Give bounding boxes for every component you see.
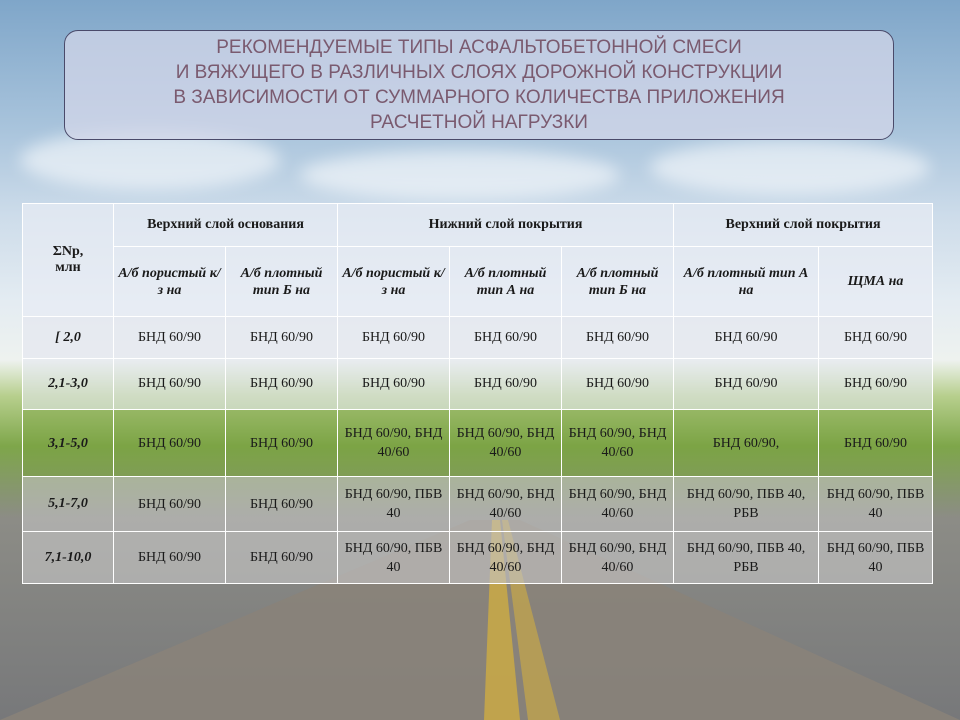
table-cell: БНД 60/90 <box>338 359 450 410</box>
table-cell: БНД 60/90 <box>226 410 338 477</box>
table-cell: БНД 60/90 <box>226 532 338 584</box>
table-cell: БНД 60/90, ПБВ 40 <box>819 477 933 532</box>
table-cell: БНД 60/90, ПБВ 40 <box>338 477 450 532</box>
corner-header <box>23 204 114 317</box>
table-cell: БНД 60/90 <box>562 317 674 359</box>
table-cell: БНД 60/90 <box>819 359 933 410</box>
table-cell: БНД 60/90 <box>114 317 226 359</box>
title-line: В ЗАВИСИМОСТИ ОТ СУММАРНОГО КОЛИЧЕСТВА ПРИЛОЖЕНИЯ <box>173 87 785 108</box>
table-cell: БНД 60/90, ПБВ 40 <box>338 532 450 584</box>
table-cell: БНД 60/90, БНД 40/60 <box>562 410 674 477</box>
table-cell: БНД 60/90 <box>450 317 562 359</box>
table-cell: БНД 60/90 <box>562 359 674 410</box>
table-cell: БНД 60/90 <box>114 410 226 477</box>
row-label: 3,1-5,0 <box>23 410 114 477</box>
table-row <box>23 532 933 584</box>
table-cell: БНД 60/90, ПБВ 40 <box>819 532 933 584</box>
table-cell: БНД 60/90, <box>674 410 819 477</box>
binder-table <box>22 203 933 584</box>
column-header: А/б плотный тип Б на <box>562 247 674 317</box>
table-row <box>23 359 933 410</box>
column-header: А/б плотный тип Б на <box>226 247 338 317</box>
table-cell: БНД 60/90, БНД 40/60 <box>562 477 674 532</box>
corner-line: млн <box>55 260 81 275</box>
title-line: РЕКОМЕНДУЕМЫЕ ТИПЫ АСФАЛЬТОБЕТОННОЙ СМЕСИ <box>216 37 742 58</box>
table-cell: БНД 60/90 <box>114 477 226 532</box>
row-label: [ 2,0 <box>23 317 114 359</box>
slide-title <box>64 30 894 140</box>
row-label: 7,1-10,0 <box>23 532 114 584</box>
column-header: А/б плотный тип А на <box>450 247 562 317</box>
table-cell: БНД 60/90 <box>114 532 226 584</box>
column-header: ЩМА на <box>819 247 933 317</box>
table-cell: БНД 60/90 <box>226 317 338 359</box>
group-header: Верхний слой покрытия <box>674 204 933 247</box>
column-header: А/б пористый к/з на <box>114 247 226 317</box>
row-label: 2,1-3,0 <box>23 359 114 410</box>
table-cell: БНД 60/90, БНД 40/60 <box>450 532 562 584</box>
group-header: Нижний слой покрытия <box>338 204 674 247</box>
table-cell: БНД 60/90 <box>674 317 819 359</box>
column-header: А/б пористый к/з на <box>338 247 450 317</box>
table-cell: БНД 60/90, ПБВ 40, РБВ <box>674 532 819 584</box>
column-header: А/б плотный тип А на <box>674 247 819 317</box>
table-cell: БНД 60/90, БНД 40/60 <box>450 477 562 532</box>
table-cell: БНД 60/90, БНД 40/60 <box>450 410 562 477</box>
table-row <box>23 477 933 532</box>
group-header: Верхний слой основания <box>114 204 338 247</box>
row-label: 5,1-7,0 <box>23 477 114 532</box>
title-line: И ВЯЖУЩЕГО В РАЗЛИЧНЫХ СЛОЯХ ДОРОЖНОЙ КОНСТРУКЦИИ <box>175 62 783 83</box>
table-cell: БНД 60/90 <box>450 359 562 410</box>
table-cell: БНД 60/90 <box>819 410 933 477</box>
table-cell: БНД 60/90, БНД 40/60 <box>338 410 450 477</box>
corner-line: ΣNр, <box>52 244 84 259</box>
table-cell: БНД 60/90 <box>819 317 933 359</box>
table-cell: БНД 60/90, ПБВ 40, РБВ <box>674 477 819 532</box>
table-cell: БНД 60/90 <box>114 359 226 410</box>
table-cell: БНД 60/90, БНД 40/60 <box>562 532 674 584</box>
table-row <box>23 317 933 359</box>
table-cell: БНД 60/90 <box>674 359 819 410</box>
table-cell: БНД 60/90 <box>226 477 338 532</box>
table-cell: БНД 60/90 <box>226 359 338 410</box>
title-line: РАСЧЕТНОЙ НАГРУЗКИ <box>370 112 588 133</box>
table-row <box>23 410 933 477</box>
table-cell: БНД 60/90 <box>338 317 450 359</box>
